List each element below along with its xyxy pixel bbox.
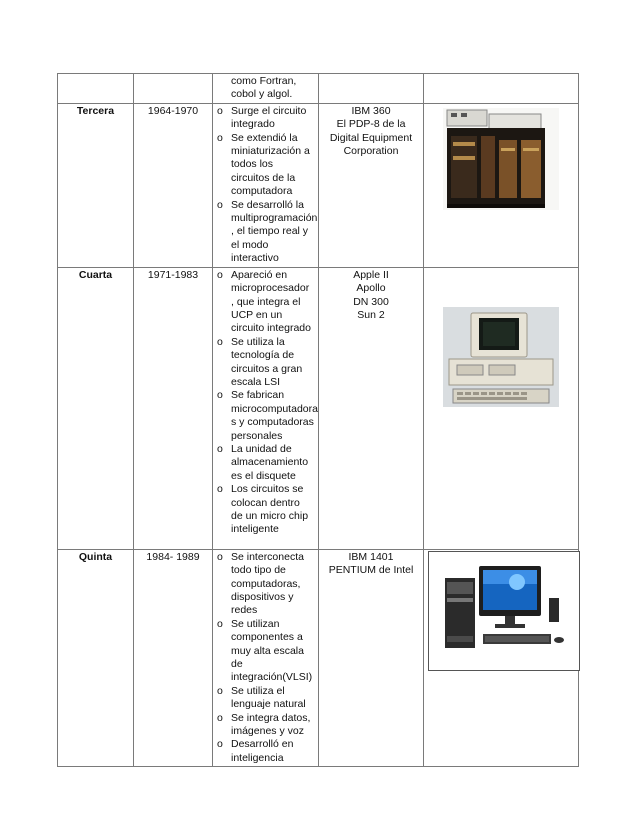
model-name: Corporation: [343, 145, 399, 158]
feature-item: o Los circuitos se colocan dentro de un micro chip inteligente: [217, 483, 314, 537]
feature-item: o Se extendió la miniaturización a todos los circuitos de la computadora: [217, 132, 314, 199]
feature-item: o Se utilizan componentes a muy alta escala de integración(VLSI): [217, 618, 314, 685]
desktop-computer-icon: [429, 552, 579, 670]
model-name: Digital Equipment: [329, 131, 413, 144]
dates-cell: 1971-1983: [134, 267, 213, 549]
table-row-tercera: [58, 103, 579, 267]
table-row-quinta: [58, 549, 579, 767]
table-row-continued: [58, 74, 579, 104]
feature-item: o Se utiliza el lenguaje natural: [217, 685, 314, 712]
model-name: Sun 2: [357, 308, 385, 321]
image-cell: [424, 103, 579, 267]
ibm-pc-icon: [443, 307, 559, 407]
feature-item: o Surge el circuito integrado: [217, 105, 314, 132]
model-name: Apple II: [353, 268, 389, 281]
era-cell: [58, 74, 134, 104]
feature-item: o Se integra datos, imágenes y voz: [217, 712, 314, 739]
features-cell: [213, 74, 319, 104]
feature-item: o Se fabrican microcomputadora s y computadoras personales: [217, 389, 314, 443]
ibm-pc-photo: [443, 307, 559, 407]
feature-item: o Se desarrolló la multiprogramación , el tiempo real y el modo interactivo: [217, 199, 314, 266]
mainframe-photo: [443, 108, 559, 210]
features-list: [217, 268, 318, 537]
table-row-cuarta: [58, 267, 579, 549]
era-cell: Tercera: [58, 103, 134, 267]
model-name: DN 300: [353, 295, 389, 308]
feature-item: o Se utiliza la tecnología de circuitos a gran escala LSI: [217, 336, 314, 390]
mainframe-icon: [443, 108, 559, 210]
dates-cell: 1984- 1989: [134, 549, 213, 767]
models-cell: [319, 267, 424, 549]
feature-item: o Apareció en microprocesador , que integra el UCP en un circuito integrado: [217, 269, 314, 336]
feature-item: o Desarrolló en inteligencia: [217, 738, 314, 765]
features-cell: [213, 549, 319, 767]
model-name: IBM 1401: [348, 550, 394, 563]
model-name: Apollo: [356, 282, 386, 295]
models-cell: [319, 103, 424, 267]
model-name: El PDP-8 de la: [336, 118, 406, 131]
feature-item: o Se interconecta todo tipo de computadoras, dispositivos y redes: [217, 551, 314, 618]
dates-cell: 1964-1970: [134, 103, 213, 267]
feature-item: o La unidad de almacenamiento es el disquete: [217, 443, 314, 483]
generations-table: [57, 73, 579, 767]
dates-cell: [134, 74, 213, 104]
features-list: [217, 104, 318, 266]
era-cell: Cuarta: [58, 267, 134, 549]
models-cell: [319, 74, 424, 104]
models-cell: [319, 549, 424, 767]
features-list: [217, 551, 314, 766]
model-name: IBM 360: [351, 104, 391, 117]
image-cell: [424, 267, 579, 549]
image-cell: [424, 549, 579, 767]
feature-continuation-line: como Fortran,: [231, 75, 297, 87]
era-cell: Quinta: [58, 549, 134, 767]
model-name: PENTIUM de Intel: [328, 564, 414, 577]
features-cell: [213, 267, 319, 549]
image-cell: [424, 74, 579, 104]
desktop-computer-photo: [428, 551, 580, 671]
features-cell: [213, 103, 319, 267]
feature-continuation-line: cobol y algol.: [231, 88, 293, 101]
